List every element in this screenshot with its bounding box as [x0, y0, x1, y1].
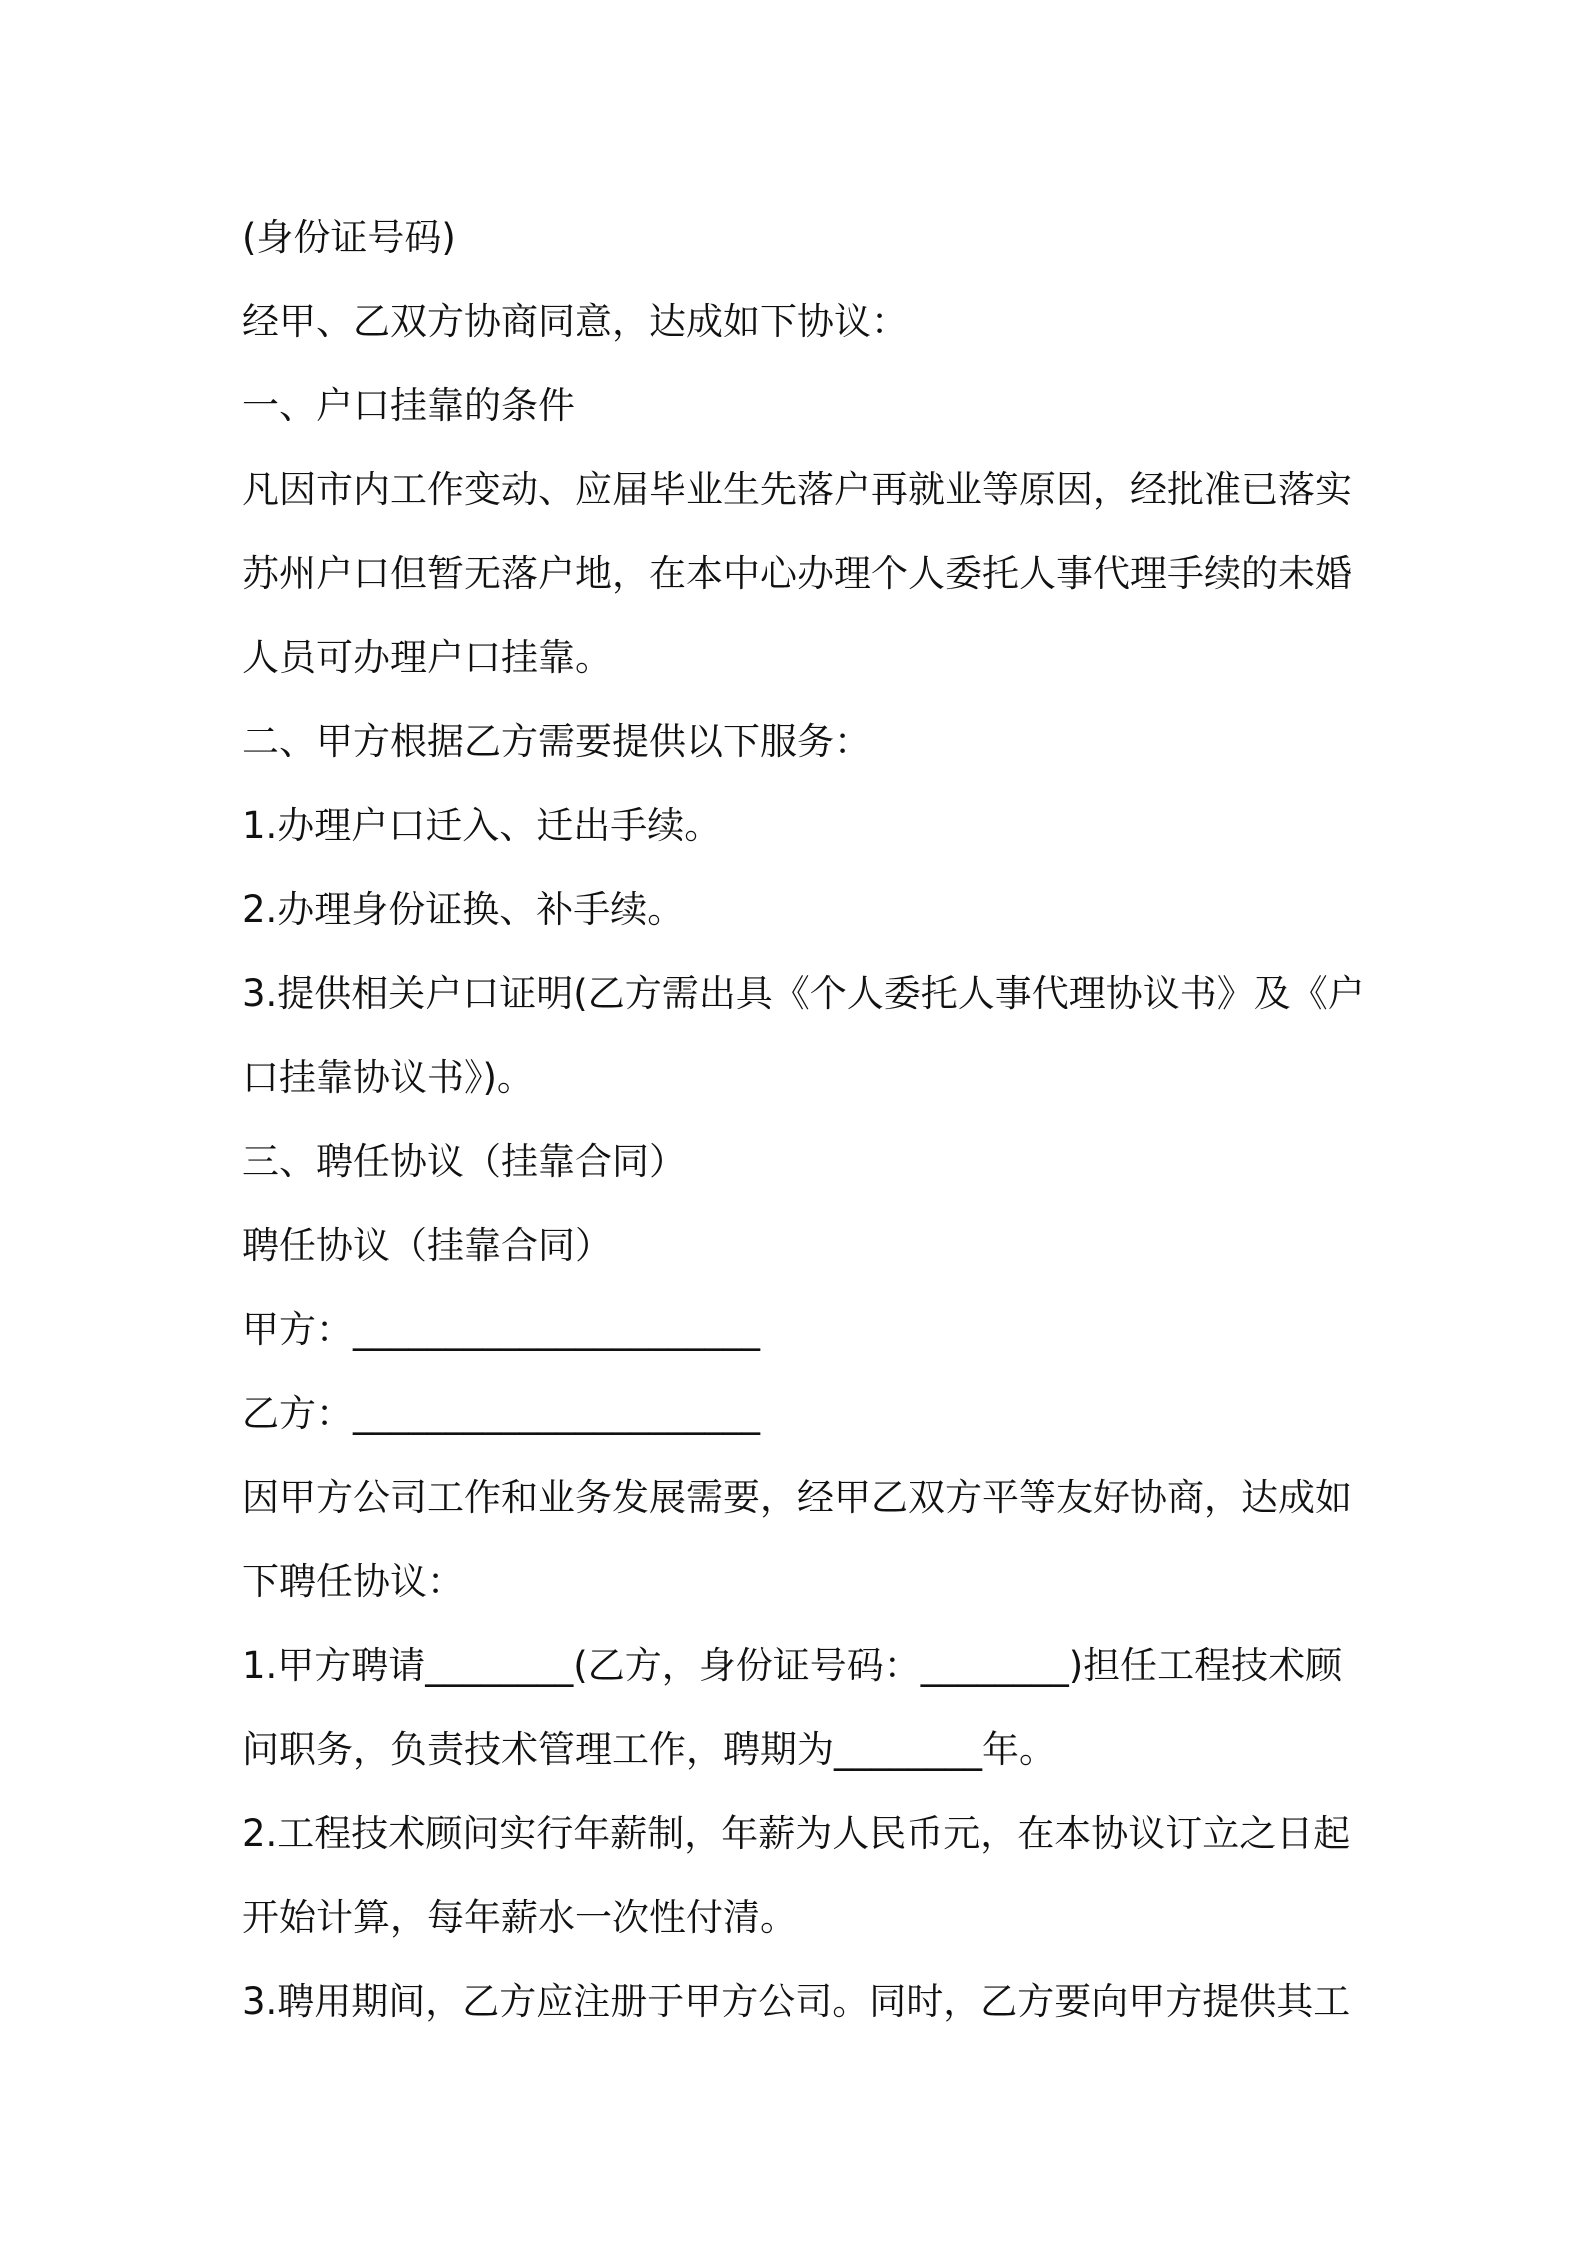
- text-line: 凡因市内工作变动、应届毕业生先落户再就业等原因，经批准已落实: [242, 468, 1352, 511]
- list-item: 2.工程技术顾问实行年薪制，年薪为人民币元，在本协议订立之日起: [242, 1812, 1351, 1855]
- list-item: 1.办理户口迁入、迁出手续。: [242, 804, 722, 847]
- text-line: 问职务，负责技术管理工作，聘期为________年。: [242, 1728, 1056, 1771]
- text-line: 口挂靠协议书》)。: [242, 1056, 534, 1099]
- text-line: 下聘任协议：: [242, 1560, 464, 1603]
- contract-title: 聘任协议（挂靠合同）: [242, 1224, 612, 1267]
- section-heading: 一、户口挂靠的条件: [242, 384, 575, 427]
- party-a-line: 甲方：______________________: [242, 1308, 760, 1351]
- text-line: 经甲、乙双方协商同意，达成如下协议：: [242, 300, 908, 343]
- text-line: 因甲方公司工作和业务发展需要，经甲乙双方平等友好协商，达成如: [242, 1476, 1352, 1519]
- document-body: [242, 196, 1365, 2044]
- section-heading: 三、聘任协议（挂靠合同）: [242, 1140, 686, 1183]
- text-line: 苏州户口但暂无落户地，在本中心办理个人委托人事代理手续的未婚: [242, 552, 1352, 595]
- list-item: 3.聘用期间，乙方应注册于甲方公司。同时，乙方要向甲方提供其工: [242, 1980, 1351, 2023]
- list-item: 1.甲方聘请________(乙方，身份证号码：________)担任工程技术顾: [242, 1644, 1343, 1687]
- text-line: (身份证号码): [242, 216, 456, 259]
- text-line: 开始计算，每年薪水一次性付清。: [242, 1896, 797, 1939]
- party-b-line: 乙方：______________________: [242, 1392, 760, 1435]
- section-heading: 二、甲方根据乙方需要提供以下服务：: [242, 720, 871, 763]
- list-item: 2.办理身份证换、补手续。: [242, 888, 685, 931]
- text-line: 人员可办理户口挂靠。: [242, 636, 612, 679]
- list-item: 3.提供相关户口证明(乙方需出具《个人委托人事代理协议书》及《户: [242, 972, 1365, 1015]
